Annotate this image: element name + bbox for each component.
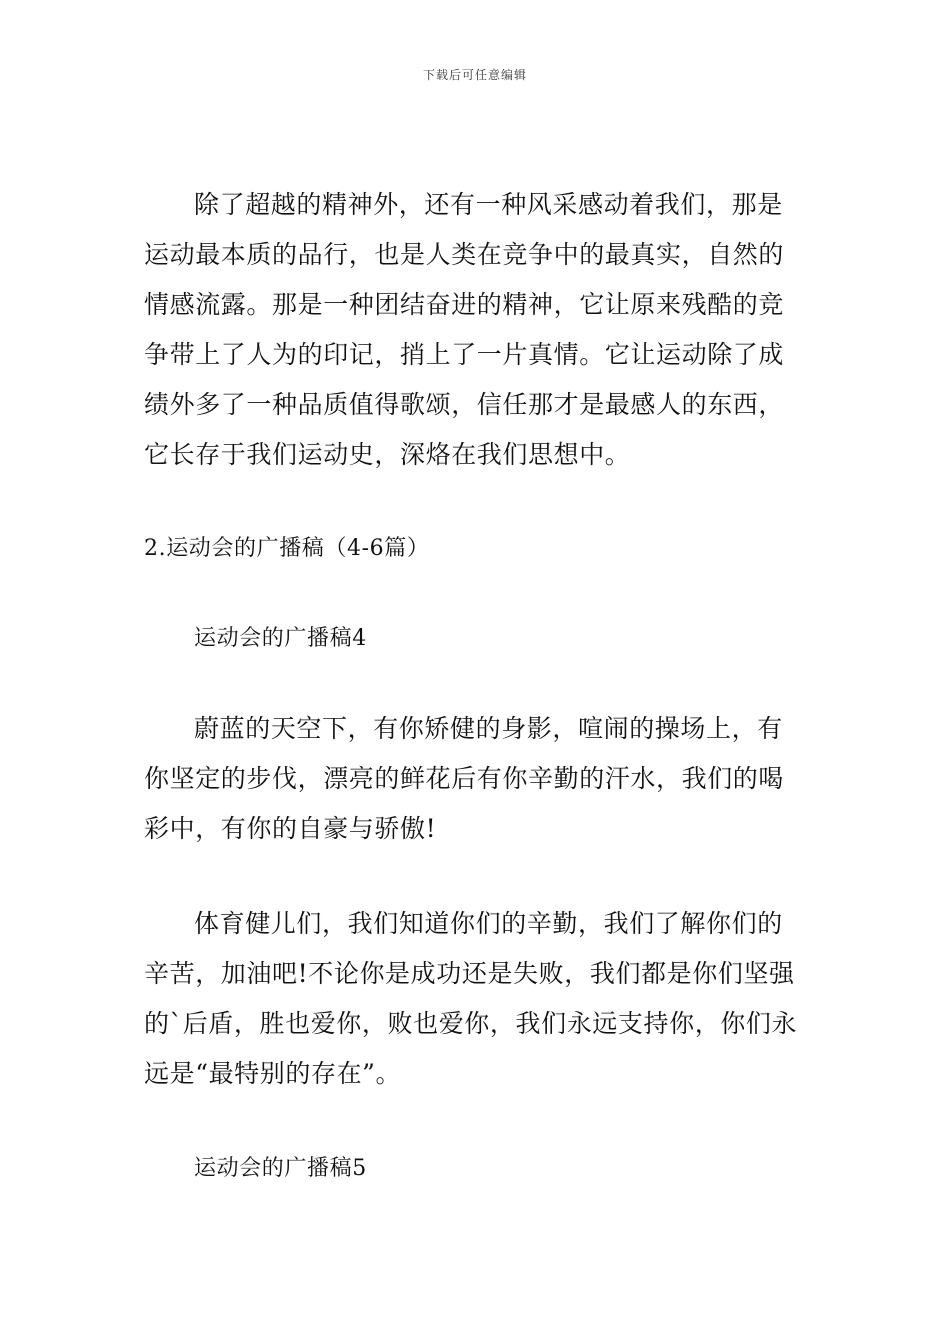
paragraph-blue-sky: 蔚蓝的天空下，有你矫健的身影，喧闹的操场上，有你坚定的步伐，漂亮的鲜花后有你辛勤的汗水，我们的喝彩中，有你的自豪与骄傲! — [144, 714, 785, 843]
subheading-broadcast-4: 运动会的广播稿4 — [194, 626, 367, 651]
paragraph-spirit: 除了超越的精神外，还有一种风采感动着我们，那是运动最本质的品行，也是人类在竞争中的最真实，自然的情感流露。那是一种团结奋进的精神，它让原来残酷的竞争带上了人为的印记，捎上了一片真情。它让运动除了成绩外多了一种品质值得歌颂，信任那才是最感人的东西，它长存于我们运动史，深烙在我们思想中。 — [144, 190, 785, 469]
document-body — [144, 180, 808, 1194]
subheading-broadcast-5: 运动会的广播稿5 — [194, 1156, 367, 1181]
paragraph-athletes: 体育健儿们，我们知道你们的辛勤，我们了解你们的辛苦，加油吧!不论你是成功还是失败，我们都是你们坚强的`后盾，胜也爱你，败也爱你，我们永远支持你，你们永远是“最特别的存在”。 — [144, 909, 798, 1088]
header-note: 下载后可任意编辑 — [422, 68, 527, 82]
section-heading: 2.运动会的广播稿（4-6篇） — [144, 536, 430, 561]
